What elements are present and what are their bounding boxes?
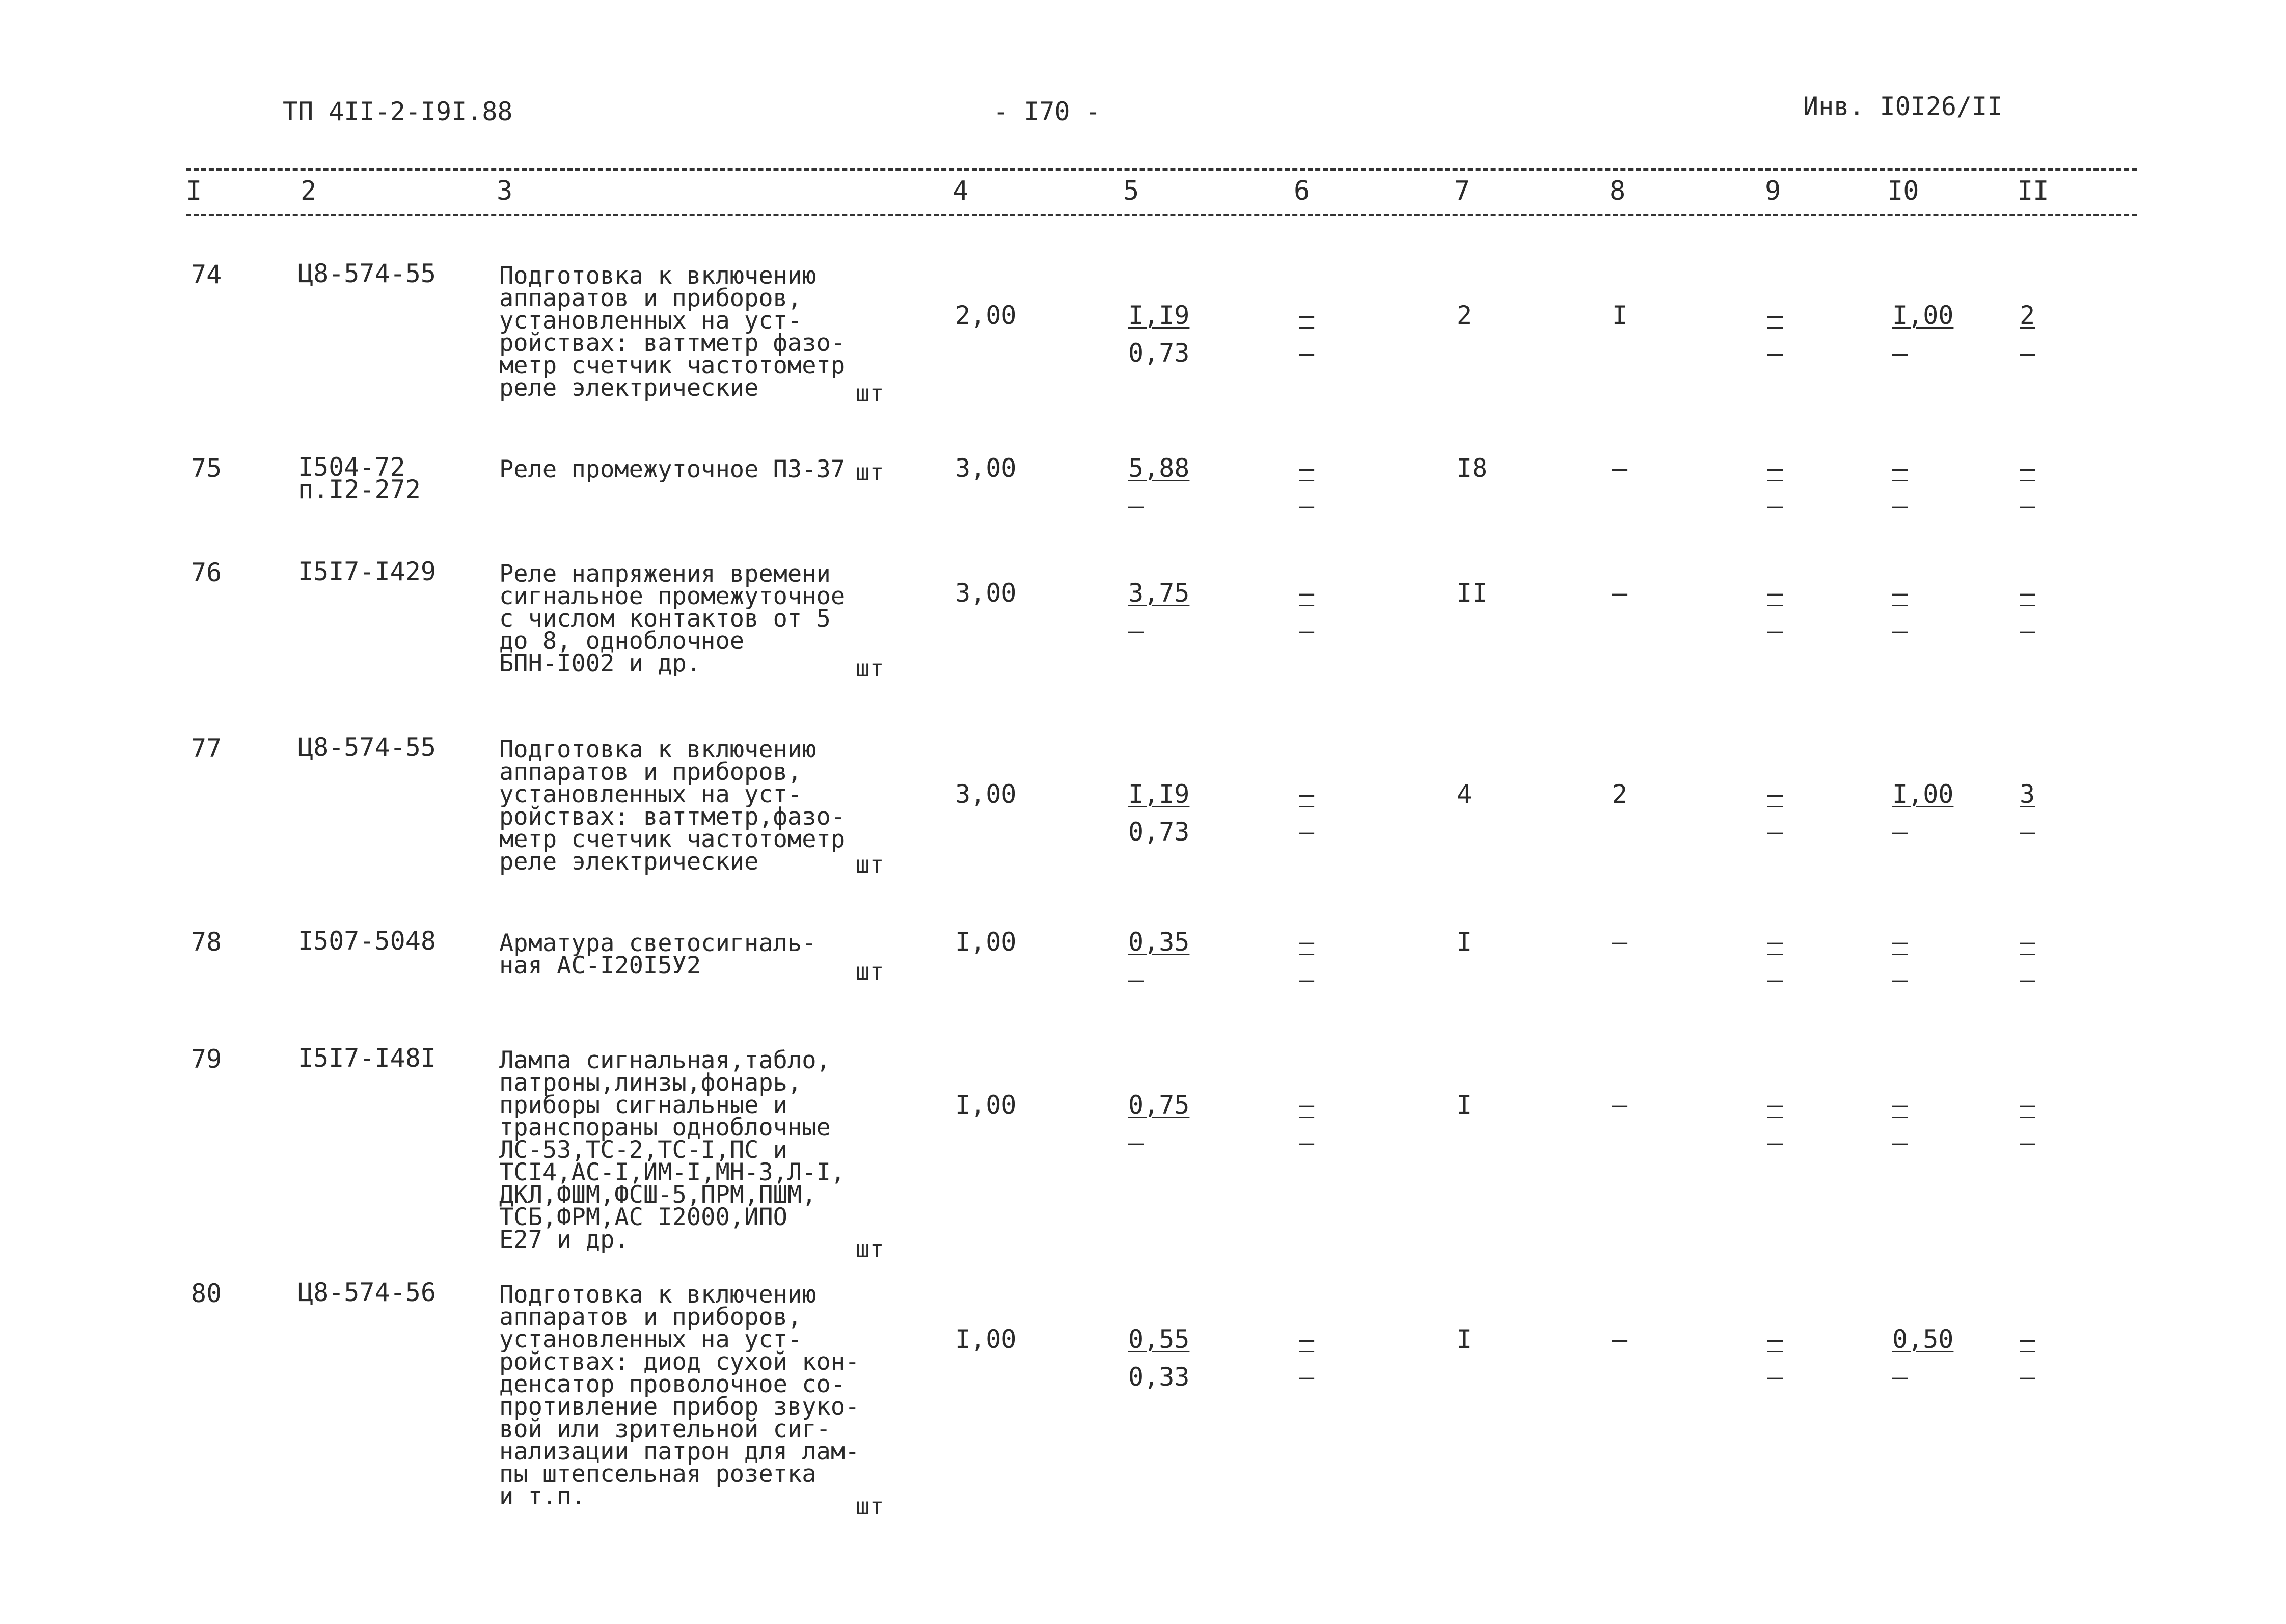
- value-col8: –: [1612, 927, 1628, 957]
- value-col11: [2020, 301, 2035, 368]
- value-col8: –: [1612, 453, 1628, 483]
- column-number: I0: [1887, 176, 1919, 206]
- value-col9-denominator: –: [1767, 338, 1783, 368]
- value-col10: [1892, 453, 1908, 521]
- value-col11: [2020, 578, 2035, 645]
- unit-of-measure: шт: [856, 458, 884, 486]
- value-col10: [1892, 1324, 1953, 1392]
- value-col7: I: [1457, 1090, 1473, 1120]
- value-col10-denominator: –: [1892, 1128, 1908, 1157]
- rate-code: I5I7-I429: [298, 557, 436, 586]
- rate-code: I5I7-I48I: [298, 1043, 436, 1073]
- value-col10: [1892, 578, 1908, 645]
- row-number: 77: [191, 734, 222, 763]
- value-col11-numerator: 3: [2020, 779, 2035, 809]
- value-col9-numerator: –: [1767, 1090, 1783, 1120]
- value-col5-denominator: 0,73: [1128, 817, 1190, 847]
- value-col9: [1767, 1090, 1783, 1157]
- value-col7: I: [1457, 1324, 1473, 1354]
- value-col11-numerator: 2: [2020, 301, 2035, 330]
- column-number: 8: [1610, 176, 1626, 206]
- value-col11-numerator: –: [2020, 453, 2035, 483]
- value-col7: II: [1457, 578, 1488, 608]
- column-number: 2: [301, 176, 317, 206]
- value-col5-numerator: 0,55: [1128, 1324, 1190, 1354]
- column-number: 4: [953, 176, 969, 206]
- value-col11-numerator: –: [2020, 1090, 2035, 1120]
- value-col5-denominator: 0,73: [1128, 338, 1190, 368]
- work-description: Подготовка к включению аппаратов и приборов, установленных на уст- ройствах: ваттметр фазо- метр счетчик частотометр реле электрические: [499, 262, 846, 402]
- work-description: Реле промежуточное ПЗ-37: [499, 455, 846, 483]
- rate-code: I504-72 п.I2-272: [298, 452, 421, 504]
- work-description: Лампа сигнальная,табло, патроны,линзы,фонарь, приборы сигнальные и транспораны одноблочные ЛС-53,ТС-2,ТС-I,ПС и ТСI4,АС-I,ИМ-I,МН-3,Л-I, ДКЛ,ФШМ,ФСШ-5,ПРМ,ПШМ, ТСБ,ФРМ,АС I2000,ИПО Е27 и др.: [499, 1046, 846, 1254]
- rate-code: Ц8-574-55: [298, 259, 436, 288]
- value-col10: [1892, 927, 1908, 994]
- row-number: 78: [191, 927, 222, 957]
- value-col11-denominator: –: [2020, 817, 2035, 847]
- value-col11-numerator: –: [2020, 1324, 2035, 1354]
- value-col6-numerator: –: [1299, 1324, 1315, 1354]
- column-number: 7: [1454, 176, 1471, 206]
- value-col9-denominator: –: [1767, 1362, 1783, 1392]
- value-col11: [2020, 1090, 2035, 1157]
- unit-of-measure: шт: [856, 1235, 884, 1263]
- value-col11-numerator: –: [2020, 578, 2035, 608]
- work-description: Подготовка к включению аппаратов и приборов, установленных на уст- ройствах: диод сухой кон- денсатор проволочное со- противление прибор звуко- вой или зрительной сиг- нализации патрон для лам- пы штепсельная розетка и т.п.: [499, 1281, 860, 1510]
- value-col6-numerator: –: [1299, 578, 1315, 608]
- inventory-number: Инв. I0I26/II: [1803, 92, 2003, 121]
- value-col6-denominator: –: [1299, 491, 1315, 521]
- value-col9-numerator: –: [1767, 453, 1783, 483]
- value-col10-denominator: –: [1892, 817, 1908, 847]
- value-col10-numerator: –: [1892, 1090, 1908, 1120]
- value-col5: [1128, 779, 1189, 847]
- row-number: 79: [191, 1044, 222, 1074]
- table-top-rule: [186, 168, 2137, 171]
- value-col11-denominator: –: [2020, 491, 2035, 521]
- value-col5: [1128, 453, 1189, 521]
- value-col5: [1128, 927, 1189, 994]
- rate-code: Ц8-574-55: [298, 733, 436, 762]
- value-col6: [1299, 1090, 1314, 1157]
- value-col5: [1128, 578, 1189, 645]
- value-col9-numerator: –: [1767, 1324, 1783, 1354]
- value-col9: [1767, 301, 1783, 368]
- value-col9: [1767, 779, 1783, 847]
- value-col10: [1892, 301, 1953, 368]
- value-col6: [1299, 301, 1314, 368]
- value-col9-denominator: –: [1767, 965, 1783, 994]
- value-col10: [1892, 779, 1953, 847]
- value-col6-denominator: –: [1299, 817, 1315, 847]
- column-number: II: [2017, 176, 2049, 206]
- value-col11-numerator: –: [2020, 927, 2035, 957]
- value-col5-numerator: 0,75: [1128, 1090, 1190, 1120]
- value-col11-denominator: –: [2020, 1128, 2035, 1157]
- value-col10-denominator: –: [1892, 616, 1908, 645]
- value-col7: 4: [1457, 779, 1473, 809]
- value-col8: I: [1612, 301, 1628, 330]
- column-number: 5: [1123, 176, 1139, 206]
- unit-of-measure: шт: [856, 958, 884, 985]
- value-col10-denominator: –: [1892, 338, 1908, 368]
- value-col11: [2020, 927, 2035, 994]
- value-col11: [2020, 1324, 2035, 1392]
- value-col10-numerator: –: [1892, 578, 1908, 608]
- value-col6-numerator: –: [1299, 779, 1315, 809]
- value-col9-denominator: –: [1767, 491, 1783, 521]
- value-col5-denominator: –: [1128, 965, 1144, 994]
- work-description: Реле напряжения времени сигнальное промежуточное с числом контактов от 5 до 8, одноблочное БПН-I002 и др.: [499, 560, 846, 678]
- value-col5-denominator: –: [1128, 1128, 1144, 1157]
- row-number: 74: [191, 260, 222, 289]
- value-col6-numerator: –: [1299, 927, 1315, 957]
- quantity: I,00: [955, 927, 1017, 957]
- value-col5-numerator: I,I9: [1128, 779, 1190, 809]
- value-col6: [1299, 578, 1314, 645]
- document-code: ТП 4II-2-I9I.88: [283, 97, 513, 126]
- value-col5: [1128, 301, 1189, 368]
- value-col5-numerator: 0,35: [1128, 927, 1190, 957]
- value-col10-denominator: –: [1892, 1362, 1908, 1392]
- value-col6-denominator: –: [1299, 338, 1315, 368]
- value-col9-denominator: –: [1767, 1128, 1783, 1157]
- value-col5: [1128, 1090, 1189, 1157]
- quantity: 3,00: [955, 453, 1017, 483]
- value-col5-denominator: 0,33: [1128, 1362, 1190, 1392]
- value-col6-denominator: –: [1299, 965, 1315, 994]
- value-col10-numerator: 0,50: [1892, 1324, 1954, 1354]
- value-col11: [2020, 779, 2035, 847]
- column-number: 3: [497, 176, 513, 206]
- unit-of-measure: шт: [856, 655, 884, 682]
- value-col9: [1767, 1324, 1783, 1392]
- value-col8: –: [1612, 1090, 1628, 1120]
- work-description: Подготовка к включению аппаратов и приборов, установленных на уст- ройствах: ваттметр,фазо- метр счетчик частотометр реле электрические: [499, 736, 846, 876]
- value-col6-denominator: –: [1299, 1128, 1315, 1157]
- rate-code: Ц8-574-56: [298, 1278, 436, 1307]
- value-col9-denominator: –: [1767, 817, 1783, 847]
- value-col10: [1892, 1090, 1908, 1157]
- value-col6: [1299, 1324, 1314, 1392]
- value-col6-numerator: –: [1299, 1090, 1315, 1120]
- unit-of-measure: шт: [856, 1493, 884, 1520]
- value-col11-denominator: –: [2020, 338, 2035, 368]
- quantity: 3,00: [955, 779, 1017, 809]
- unit-of-measure: шт: [856, 380, 884, 407]
- value-col6-numerator: –: [1299, 453, 1315, 483]
- value-col6-denominator: –: [1299, 616, 1315, 645]
- value-col10-numerator: –: [1892, 453, 1908, 483]
- value-col6-denominator: –: [1299, 1362, 1315, 1392]
- work-description: Арматура светосигналь- ная АС-I20I5У2: [499, 929, 817, 980]
- row-number: 80: [191, 1279, 222, 1308]
- value-col9: [1767, 453, 1783, 521]
- value-col11-denominator: –: [2020, 616, 2035, 645]
- column-number: 9: [1765, 176, 1781, 206]
- value-col7: I: [1457, 927, 1473, 957]
- value-col9-numerator: –: [1767, 779, 1783, 809]
- value-col6: [1299, 779, 1314, 847]
- row-number: 75: [191, 453, 222, 483]
- unit-of-measure: шт: [856, 851, 884, 878]
- value-col9-numerator: –: [1767, 578, 1783, 608]
- value-col10-numerator: I,00: [1892, 301, 1954, 330]
- value-col5: [1128, 1324, 1189, 1392]
- column-number: 6: [1294, 176, 1310, 206]
- row-number: 76: [191, 558, 222, 587]
- value-col5-numerator: 5,88: [1128, 453, 1190, 483]
- column-number: I: [186, 176, 202, 206]
- table-header-rule: [186, 214, 2137, 216]
- value-col9: [1767, 578, 1783, 645]
- value-col5-numerator: I,I9: [1128, 301, 1190, 330]
- value-col8: 2: [1612, 779, 1628, 809]
- value-col9-numerator: –: [1767, 927, 1783, 957]
- value-col10-numerator: I,00: [1892, 779, 1954, 809]
- value-col9-numerator: –: [1767, 301, 1783, 330]
- value-col10-denominator: –: [1892, 965, 1908, 994]
- value-col11: [2020, 453, 2035, 521]
- value-col11-denominator: –: [2020, 1362, 2035, 1392]
- quantity: I,00: [955, 1324, 1017, 1354]
- page-number: - I70 -: [993, 97, 1101, 126]
- value-col6: [1299, 453, 1314, 521]
- value-col7: 2: [1457, 301, 1473, 330]
- value-col5-denominator: –: [1128, 616, 1144, 645]
- value-col9-denominator: –: [1767, 616, 1783, 645]
- value-col9: [1767, 927, 1783, 994]
- quantity: 3,00: [955, 578, 1017, 608]
- value-col10-numerator: –: [1892, 927, 1908, 957]
- quantity: I,00: [955, 1090, 1017, 1120]
- value-col8: –: [1612, 578, 1628, 608]
- value-col10-denominator: –: [1892, 491, 1908, 521]
- value-col6-numerator: –: [1299, 301, 1315, 330]
- value-col7: I8: [1457, 453, 1488, 483]
- value-col5-numerator: 3,75: [1128, 578, 1190, 608]
- value-col11-denominator: –: [2020, 965, 2035, 994]
- value-col8: –: [1612, 1324, 1628, 1354]
- value-col6: [1299, 927, 1314, 994]
- rate-code: I507-5048: [298, 926, 436, 956]
- quantity: 2,00: [955, 301, 1017, 330]
- value-col5-denominator: –: [1128, 491, 1144, 521]
